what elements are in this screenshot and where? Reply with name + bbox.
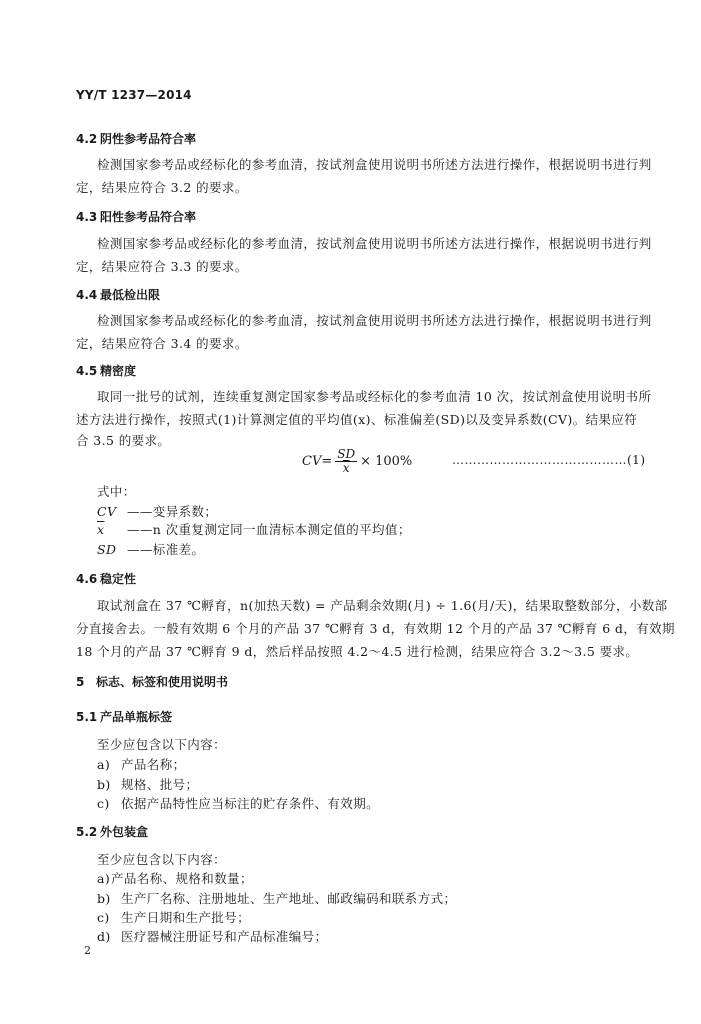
where-label: 式中： bbox=[97, 484, 136, 499]
section-5-2-heading bbox=[76, 823, 148, 840]
section-4-6-heading bbox=[76, 570, 136, 587]
formula-number: ……………………………………(1) bbox=[452, 453, 646, 467]
list-marker: c) bbox=[97, 910, 110, 925]
list-marker: b) bbox=[97, 891, 111, 906]
list-marker: c) bbox=[97, 796, 110, 811]
section-number: 5.1 bbox=[76, 710, 98, 724]
section-4-3-heading bbox=[76, 208, 196, 225]
list-text: 生产日期和生产批号； bbox=[121, 910, 251, 925]
list-text: 生产厂名称、注册地址、生产地址、邮政编码和联系方式； bbox=[121, 891, 457, 906]
formula-numerator: SD bbox=[337, 447, 356, 461]
paragraph-line: 分直接舍去。一般有效期 6 个月的产品 37 ℃孵育 3 d，有效期 12 个月的产品 37 ℃孵育 6 d，有效期 bbox=[76, 621, 675, 636]
paragraph-line: 定，结果应符合 3.3 的要求。 bbox=[76, 259, 248, 274]
section-5-1-heading bbox=[76, 708, 172, 725]
list-marker: d) bbox=[97, 929, 111, 944]
standard-number: YY/T 1237—2014 bbox=[76, 88, 192, 102]
section-number: 4.3 bbox=[76, 210, 98, 224]
list-item bbox=[97, 889, 456, 907]
section-number: 5 bbox=[76, 675, 85, 689]
list-item bbox=[97, 869, 253, 887]
paragraph-line: 检测国家参考品或经标化的参考血清，按试剂盒使用说明书所述方法进行操作，根据说明书进行判 bbox=[97, 313, 652, 328]
section-number: 4.2 bbox=[76, 132, 98, 146]
definition-mean bbox=[97, 520, 411, 538]
list-item bbox=[97, 775, 198, 793]
formula-denominator: x bbox=[342, 461, 350, 475]
definition-text: ——标准差。 bbox=[127, 542, 205, 557]
paragraph-line: 18 个月的产品 37 ℃孵育 9 d，然后样品按照 4.2～4.5 进行检测，结果应符合 3.2～3.5 要求。 bbox=[76, 644, 639, 659]
paragraph-line: 述方法进行操作，按照式(1)计算测定值的平均值(x)、标准偏差(SD)以及变异系数(CV)。结果应符 bbox=[76, 412, 638, 427]
list-marker: a) bbox=[97, 871, 111, 886]
list-text: 医疗器械注册证号和产品标准编号； bbox=[121, 929, 328, 944]
paragraph-line: 检测国家参考品或经标化的参考血清，按试剂盒使用说明书所述方法进行操作，根据说明书进行判 bbox=[97, 157, 652, 172]
list-text: 产品名称、规格和数量； bbox=[111, 871, 253, 886]
definition-symbol: $\overline{x}$ bbox=[97, 522, 105, 537]
section-number: 5.2 bbox=[76, 825, 98, 839]
formula-rhs: × 100% bbox=[360, 454, 413, 469]
list-marker: b) bbox=[97, 777, 111, 792]
paragraph-line: 取同一批号的试剂，连续重复测定国家参考品或经标化的参考血清 10 次，按试剂盒使用说明书所 bbox=[97, 389, 652, 404]
section-number: 4.4 bbox=[76, 288, 98, 302]
formula-equals: = bbox=[321, 454, 333, 469]
definition-symbol: SD bbox=[97, 542, 117, 557]
section-title: 外包装盒 bbox=[100, 825, 149, 839]
formula-fraction bbox=[335, 448, 357, 475]
paragraph-line: 检测国家参考品或经标化的参考血清，按试剂盒使用说明书所述方法进行操作，根据说明书进行判 bbox=[97, 236, 652, 251]
section-5-heading bbox=[76, 673, 228, 690]
formula-lhs: CV bbox=[302, 454, 322, 469]
section-title: 标志、标签和使用说明书 bbox=[96, 675, 229, 689]
definition-symbol: CV bbox=[97, 504, 117, 519]
definition-text: ——n 次重复测定同一血清标本测定值的平均值； bbox=[127, 522, 411, 537]
section-4-5-heading bbox=[76, 362, 136, 379]
section-title: 产品单瓶标签 bbox=[100, 710, 173, 724]
paragraph-line: 取试剂盒在 37 ℃孵育，n(加热天数) = 产品剩余效期(月) ÷ 1.6(月/天)，结果取整数部分，小数部 bbox=[97, 598, 668, 613]
section-title: 最低检出限 bbox=[100, 288, 161, 302]
list-item bbox=[97, 794, 379, 812]
list-intro: 至少应包含以下内容： bbox=[97, 737, 227, 752]
cv-formula bbox=[302, 448, 412, 475]
section-4-4-heading bbox=[76, 286, 160, 303]
paragraph-line: 定，结果应符合 3.4 的要求。 bbox=[76, 336, 248, 351]
list-text: 产品名称； bbox=[121, 757, 186, 772]
definition-cv bbox=[97, 502, 217, 520]
list-item bbox=[97, 927, 327, 945]
list-item bbox=[97, 755, 186, 773]
section-number: 4.5 bbox=[76, 364, 98, 378]
section-4-2-heading bbox=[76, 130, 196, 147]
section-title: 阴性参考品符合率 bbox=[100, 132, 197, 146]
list-intro: 至少应包含以下内容： bbox=[97, 852, 227, 867]
list-text: 依据产品特性应当标注的贮存条件、有效期。 bbox=[121, 796, 380, 811]
section-title: 稳定性 bbox=[100, 572, 137, 586]
list-item bbox=[97, 908, 250, 926]
paragraph-line: 定，结果应符合 3.2 的要求。 bbox=[76, 180, 248, 195]
definition-text: ——变异系数； bbox=[127, 504, 218, 519]
section-number: 4.6 bbox=[76, 572, 98, 586]
section-title: 阳性参考品符合率 bbox=[100, 210, 197, 224]
page-number: 2 bbox=[84, 944, 91, 957]
list-marker: a) bbox=[97, 757, 111, 772]
definition-sd bbox=[97, 540, 204, 558]
paragraph-line: 合 3.5 的要求。 bbox=[76, 433, 171, 448]
list-text: 规格、批号； bbox=[121, 777, 199, 792]
section-title: 精密度 bbox=[100, 364, 137, 378]
